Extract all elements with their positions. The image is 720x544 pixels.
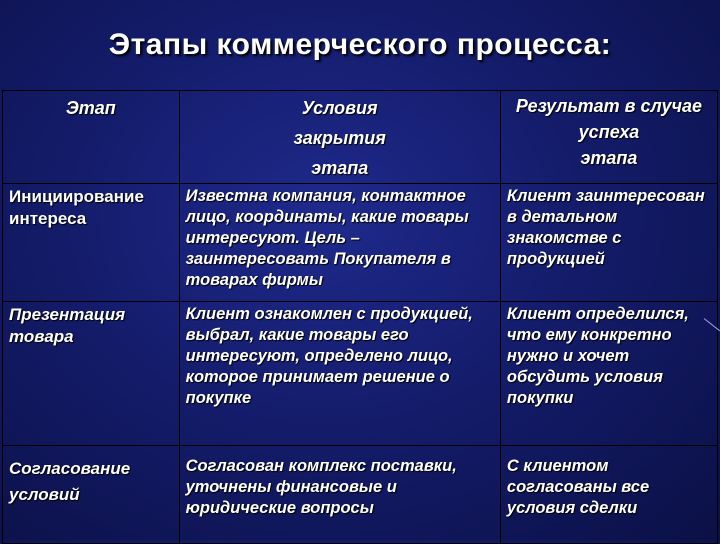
result-text: Клиент определился, что ему конкретно нужно и хочет обсудить условия покупки (506, 305, 689, 407)
header-conditions-line-1: Условия (301, 98, 378, 118)
table-row (3, 184, 718, 302)
header-cell-stage (3, 91, 180, 184)
result-cell (500, 302, 717, 446)
stage-cell (3, 302, 180, 446)
conditions-text: Известна компания, контактное лицо, координаты, какие товары интересуют. Цель – заинтересовать Покупателя в товарах фирмы (185, 187, 469, 289)
stage-text: Инициирование интереса (9, 187, 144, 228)
result-cell (500, 446, 717, 544)
conditions-cell (179, 302, 500, 446)
header-stage-line-1: Этап (65, 98, 116, 118)
stage-text: Согласование условий (9, 459, 131, 504)
table-header-row (3, 91, 718, 184)
stage-cell (3, 184, 180, 302)
stage-cell (3, 446, 180, 544)
header-cell-conditions (179, 91, 500, 184)
header-result-line-1: Результат в случае (515, 96, 703, 116)
table-row (3, 302, 718, 446)
stage-text: Презентация товара (9, 305, 126, 346)
result-cell (500, 184, 717, 302)
commercial-process-table (2, 90, 718, 544)
conditions-cell (179, 184, 500, 302)
conditions-cell (179, 446, 500, 544)
conditions-text: Клиент ознакомлен с продукцией, выбрал, какие товары его интересуют, определено лицо, которое принимает решение о покупке (185, 305, 473, 407)
header-result-line-3: этапа (580, 148, 638, 168)
slide-title: Этапы коммерческого процесса: (108, 28, 612, 61)
header-result-line-2: успеха (578, 122, 640, 142)
header-conditions-line-2: закрытия (293, 128, 386, 148)
table-row (3, 446, 718, 544)
header-conditions-line-3: этапа (311, 158, 369, 178)
result-text: Клиент заинтересован в детальном знакомстве с продукцией (506, 187, 705, 268)
header-cell-result (500, 91, 717, 184)
result-text: С клиентом согласованы все условия сделки (506, 457, 650, 517)
conditions-text: Согласован комплекс поставки, уточнены финансовые и юридические вопросы (185, 457, 457, 517)
